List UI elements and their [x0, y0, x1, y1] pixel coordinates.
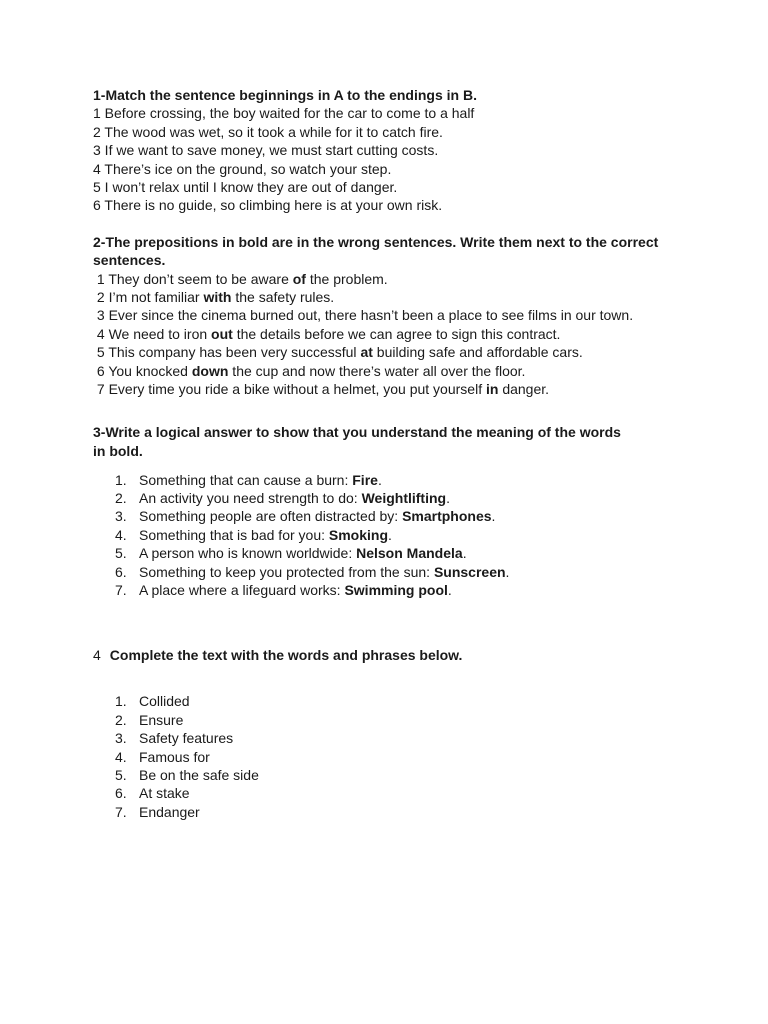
list-item: 3. Safety features	[115, 730, 234, 747]
section-1	[93, 86, 673, 215]
section-2-item: 6 You knocked down the cup and now there’s water all over the floor.	[93, 362, 526, 379]
list-item: 5. A person who is known worldwide: Nelson Mandela.	[115, 545, 467, 562]
section-2-title-continued: sentences.	[93, 252, 166, 269]
list-item: 5. Be on the safe side	[115, 766, 259, 783]
section-1-item: 4 There’s ice on the ground, so watch your step.	[93, 160, 392, 177]
section-2-item: 4 We need to iron out the details before we can agree to sign this contract.	[93, 325, 561, 342]
section-4-number: 4	[93, 647, 101, 664]
list-item: 6. Something to keep you protected from the sun: Sunscreen.	[115, 563, 510, 580]
section-1-item: 3 If we want to save money, we must start cutting costs.	[93, 142, 439, 159]
section-2	[93, 233, 673, 399]
section-2-item: 3 Ever since the cinema burned out, there hasn’t been a place to see films in our town.	[93, 307, 634, 324]
section-4-heading: Complete the text with the words and phrases below.	[109, 647, 463, 664]
section-3-title-continued: in bold.	[93, 442, 143, 459]
section-3-title: 3-Write a logical answer to show that you understand the meaning of the words	[93, 423, 621, 440]
list-item: 2. Ensure	[115, 711, 184, 728]
section-4	[93, 645, 673, 821]
list-item: 7. Endanger	[115, 803, 200, 820]
section-1-title: 1-Match the sentence beginnings in A to the endings in B.	[93, 87, 477, 103]
section-1-item: 6 There is no guide, so climbing here is at your own risk.	[93, 197, 443, 214]
section-1-item: 5 I won’t relax until I know they are out of danger.	[93, 179, 398, 196]
section-2-item: 5 This company has been very successful at building safe and affordable cars.	[93, 344, 583, 361]
section-1-item: 1 Before crossing, the boy waited for the car to come to a half	[93, 105, 475, 122]
section-2-item: 1 They don’t seem to be aware of the problem.	[93, 270, 388, 287]
list-item: 1. Collided	[115, 693, 190, 710]
section-1-item: 2 The wood was wet, so it took a while for it to catch fire.	[93, 123, 443, 140]
list-item: 2. An activity you need strength to do: Weightlifting.	[115, 489, 450, 506]
list-item: 6. At stake	[115, 785, 190, 802]
list-item: 4. Famous for	[115, 748, 210, 765]
section-2-title: 2-The prepositions in bold are in the wrong sentences. Write them next to the correct	[93, 233, 659, 250]
list-item: 3. Something people are often distracted by: Smartphones.	[115, 508, 496, 525]
section-3	[93, 423, 673, 600]
list-item: 7. A place where a lifeguard works: Swimming pool.	[115, 581, 452, 598]
section-3-list	[93, 471, 673, 600]
section-2-item: 7 Every time you ride a bike without a helmet, you put yourself in danger.	[93, 381, 550, 398]
list-item: 1. Something that can cause a burn: Fire.	[115, 471, 382, 488]
section-4-list	[93, 692, 673, 821]
worksheet-page	[93, 86, 673, 821]
list-item: 4. Something that is bad for you: Smoking.	[115, 526, 392, 543]
section-4-title	[93, 645, 673, 665]
section-2-item: 2 I’m not familiar with the safety rules.	[93, 289, 335, 306]
